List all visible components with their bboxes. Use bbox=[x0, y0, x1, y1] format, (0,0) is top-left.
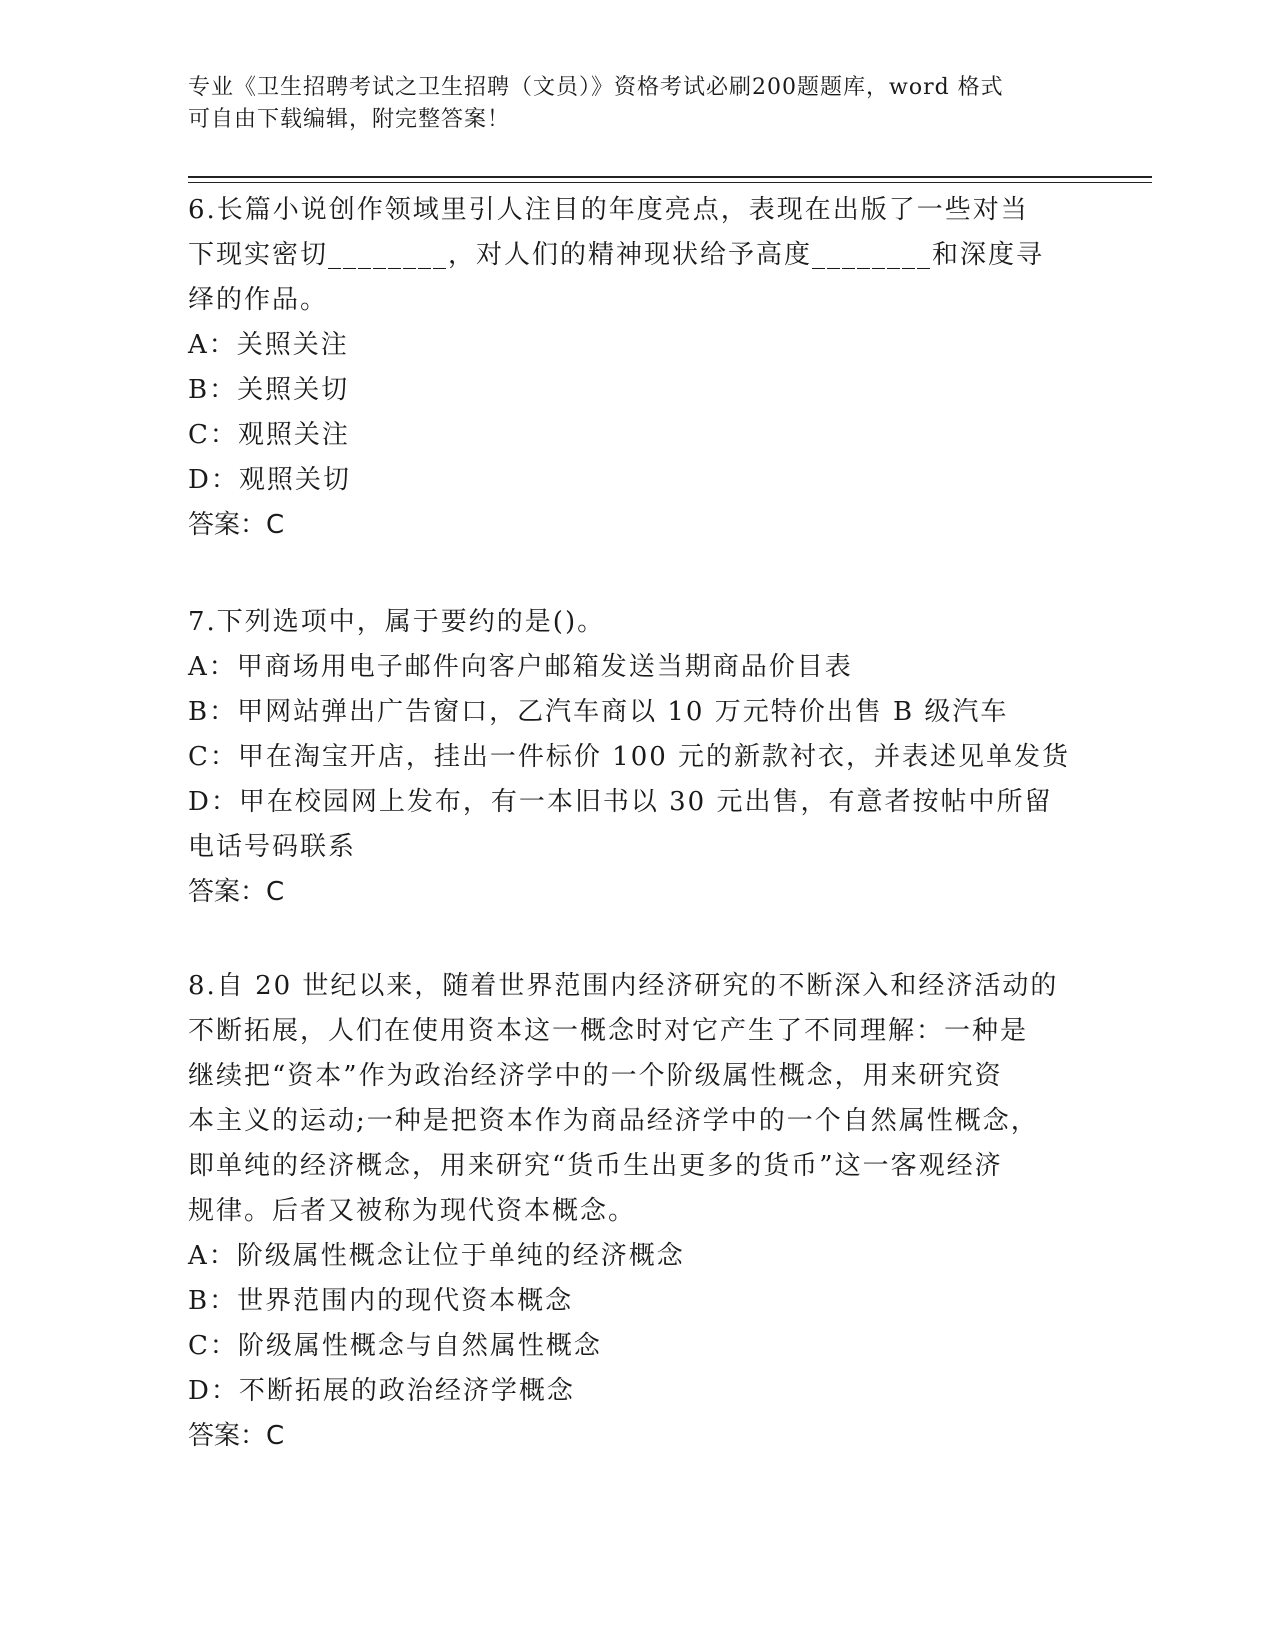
header-divider bbox=[188, 176, 1152, 178]
option-a: A：关照关注 bbox=[188, 330, 349, 360]
header-line: 可自由下载编辑，附完整答案！ bbox=[188, 107, 511, 132]
option-b: B：关照关切 bbox=[188, 375, 350, 405]
question-6 bbox=[188, 188, 1088, 548]
answer-line: 答案：C bbox=[188, 1421, 285, 1451]
question-stem: 规律。后者又被称为现代资本概念。 bbox=[188, 1196, 637, 1226]
question-stem: 绎的作品。 bbox=[188, 285, 329, 315]
option-d-continued: 电话号码联系 bbox=[188, 832, 357, 862]
option-b: B：甲网站弹出广告窗口，乙汽车商以 10 万元特价出售 B 级汽车 bbox=[188, 697, 1009, 727]
option-a: A：甲商场用电子邮件向客户邮箱发送当期商品价目表 bbox=[188, 652, 853, 682]
question-stem: 7.下列选项中，属于要约的是()。 bbox=[188, 607, 606, 637]
question-stem: 即单纯的经济概念，用来研究“货币生出更多的货币”这一客观经济 bbox=[188, 1151, 1003, 1181]
option-c: C：甲在淘宝开店，挂出一件标价 100 元的新款衬衣，并表述见单发货 bbox=[188, 742, 1071, 772]
option-c: C：观照关注 bbox=[188, 420, 350, 450]
option-a: A：阶级属性概念让位于单纯的经济概念 bbox=[188, 1241, 685, 1271]
option-d: D：不断拓展的政治经济学概念 bbox=[188, 1376, 575, 1406]
option-d: D：甲在校园网上发布，有一本旧书以 30 元出售，有意者按帖中所留 bbox=[188, 787, 1053, 817]
option-c: C：阶级属性概念与自然属性概念 bbox=[188, 1331, 602, 1361]
question-stem: 继续把“资本”作为政治经济学中的一个阶级属性概念，用来研究资 bbox=[188, 1061, 1003, 1091]
option-d: D：观照关切 bbox=[188, 465, 351, 495]
question-stem: 本主义的运动;一种是把资本作为商品经济学中的一个自然属性概念， bbox=[188, 1106, 1039, 1136]
answer-line: 答案：C bbox=[188, 877, 285, 907]
header-line: 专业《卫生招聘考试之卫生招聘（文员）》资格考试必刷200题题库，word 格式 bbox=[188, 75, 1004, 100]
question-7 bbox=[188, 600, 1088, 915]
answer-line: 答案：C bbox=[188, 510, 285, 540]
question-stem: 下现实密切________，对人们的精神现状给予高度________和深度寻 bbox=[188, 240, 1045, 270]
option-b: B：世界范围内的现代资本概念 bbox=[188, 1286, 574, 1316]
question-stem: 8.自 20 世纪以来，随着世界范围内经济研究的不断深入和经济活动的 bbox=[188, 971, 1059, 1001]
question-8 bbox=[188, 964, 1088, 1459]
page-header bbox=[188, 72, 1088, 136]
header-divider-thin bbox=[188, 182, 1152, 183]
question-stem: 6.长篇小说创作领域里引人注目的年度亮点，表现在出版了一些对当 bbox=[188, 195, 1029, 225]
question-stem: 不断拓展，人们在使用资本这一概念时对它产生了不同理解：一种是 bbox=[188, 1016, 1029, 1046]
